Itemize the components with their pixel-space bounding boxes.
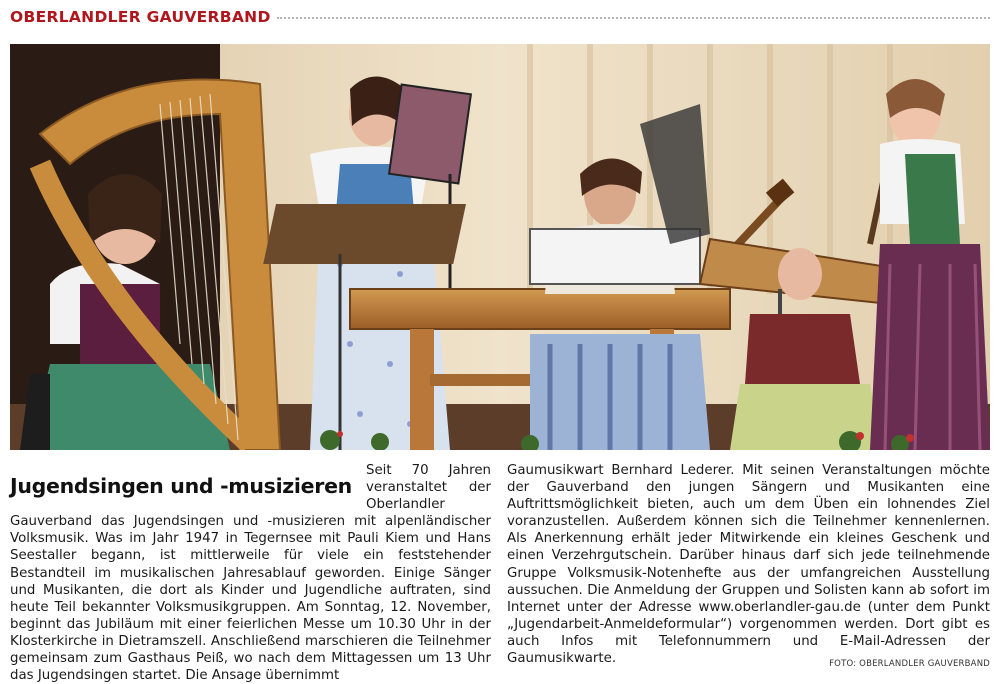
dotted-divider (277, 17, 990, 19)
article-body-1: Seit 70 Jahren veranstaltet der Oberlandler Gauverband das Jugendsingen und -musizieren mit alpenländischer Volksmusik. Was im Jahr 1947 in Tegernsee mit Pauli Kiem und Hans Seestaller begann, ist mittlerweile für viele ein feststehender Bestandteil im musikalischen Jahresablauf geworden. Einige Sänger und Musikanten, die dort als Kinder und Jugendliche auftraten, sind heute Teil bekannter Volksmusikgruppen. Am Sonntag, 12. November, beginnt das Jubiläum mit einer feierlichen Messe um 10.30 Uhr in der Klosterkirche in Dietramszell. Anschließend marschieren die Teilnehmer gemeinsam zum Gasthaus Peiß, wo nach dem Mittagessen um 13 Uhr das Jugendsingen startet. Die Ansage übernimmt (10, 463, 491, 684)
article-headline: Jugendsingen und -musizieren (10, 474, 352, 498)
article-body-2: Gaumusikwart Bernhard Lederer. Mit seinen Veranstaltungen möchte der Gauverband den jungen Sängern und Musikanten eine Auftrittsmöglichkeit bieten, auch um dem Üben ein lohnendes Ziel voranzustellen. Außerdem können sich die Teilnehmer kennenlernen. Als Anerkennung erhält jeder Mitwirkende ein kleines Geschenk und einen Verzehrgutschein. Darüber hinaus darf sich jede teilnehmende Gruppe Volksmusik-Notenhefte aus der umfangreichen Ausstellung aussuchen. Die Anmeldung der Gruppen und Solisten kann ab sofort im Internet unter der Adresse www.oberlandler-gau.de (unter dem Punkt „Jugendarbeit-Anmeldeformular“) vorgenommen werden. Dort gibt es auch Infos mit Telefonnummern und E-Mail-Adressen der Gaumusikwarte. (507, 463, 990, 667)
section-title: OBERLANDLER GAUVERBAND (10, 8, 271, 26)
photo-illustration (10, 44, 990, 450)
article (10, 462, 990, 684)
section-header (10, 6, 990, 28)
photo-credit: FOTO: OBERLANDLER GAUVERBAND (829, 659, 990, 669)
article-column-2 (507, 462, 990, 667)
article-column-1 (10, 462, 491, 684)
article-photo (10, 44, 990, 450)
